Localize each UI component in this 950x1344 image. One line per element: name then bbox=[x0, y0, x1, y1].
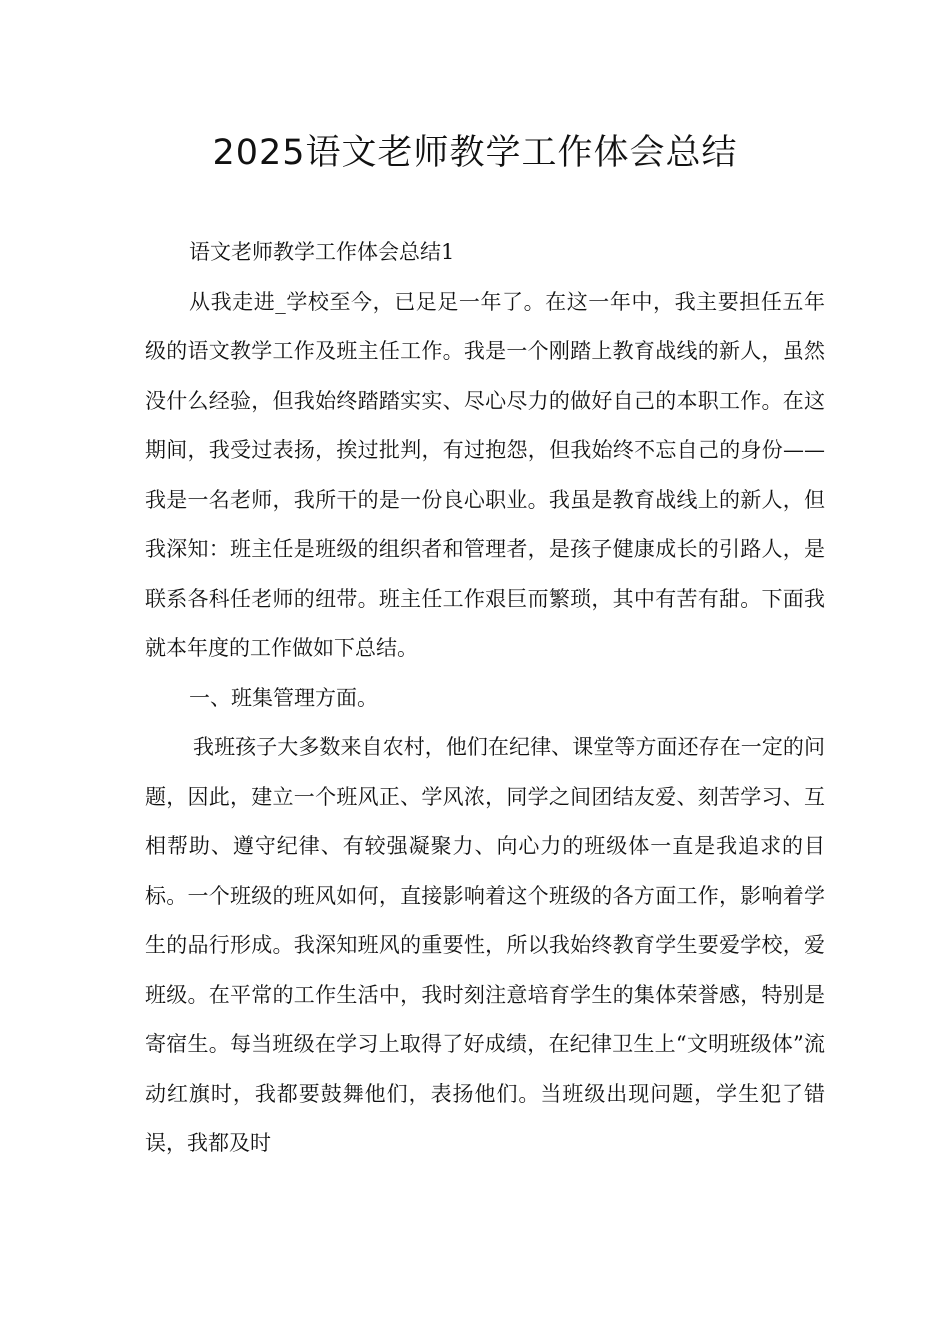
document-body bbox=[145, 228, 825, 1169]
section-subtitle: 语文老师教学工作体会总结1 bbox=[189, 240, 455, 264]
paragraph-intro: 从我走进_学校至今，已足足一年了。在这一年中，我主要担任五年级的语文教学工作及班主任工作。我是一个刚踏上教育战线的新人，虽然没什么经验，但我始终踏踏实实、尽心尽力的做好自己的本职工作。在这期间，我受过表扬，挨过批判，有过抱怨，但我始终不忘自己的身份——我是一名老师，我所干的是一份良心职业。我虽是教育战线上的新人，但我深知：班主任是班级的组织者和管理者，是孩子健康成长的引路人，是联系各科任老师的纽带。班主任工作艰巨而繁琐，其中有苦有甜。下面我就本年度的工作做如下总结。 bbox=[145, 289, 825, 660]
paragraph-class-management: 我班孩子大多数来自农村，他们在纪律、课堂等方面还存在一定的问题，因此，建立一个班风正、学风浓，同学之间团结友爱、刻苦学习、互相帮助、遵守纪律、有较强凝聚力、向心力的班级体一直是我追求的目标。一个班级的班风如何，直接影响着这个班级的各方面工作，影响着学生的品行形成。我深知班风的重要性，所以我始终教育学生要爱学校，爱班级。在平常的工作生活中，我时刻注意培育学生的集体荣誉感，特别是寄宿生。每当班级在学习上取得了好成绩，在纪律卫生上“文明班级体”流动红旗时，我都要鼓舞他们，表扬他们。当班级出现问题，学生犯了错误，我都及时 bbox=[145, 735, 825, 1155]
section-heading-class-management: 一、班集管理方面。 bbox=[189, 685, 378, 710]
document-title: 2025语文老师教学工作体会总结 bbox=[212, 133, 738, 173]
